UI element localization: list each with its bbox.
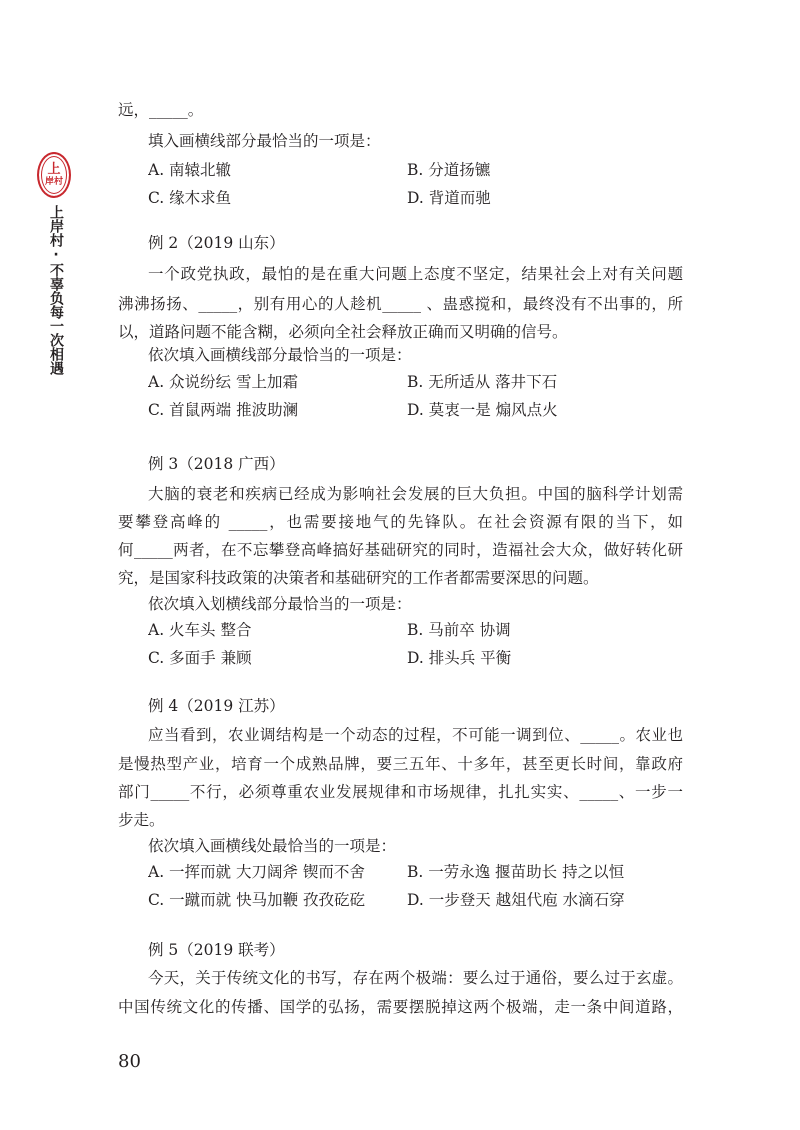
paragraph-line: 步走。 <box>118 811 165 829</box>
paragraph-line: 沸沸扬扬、_____，别有用心的人趁机_____ 、蛊惑搅和，最终没有不出事的，所 <box>118 295 683 313</box>
option-a: A. 南辕北辙 <box>148 161 232 179</box>
question-prompt: 依次填入画横线处最恰当的一项是： <box>148 837 397 855</box>
option-b: B. 分道扬镳 <box>407 161 491 179</box>
option-d: D. 背道而驰 <box>407 189 491 207</box>
sidebar-brand-text: 上岸村·不辜负每一次相遇 <box>48 205 64 375</box>
paragraph-line: 远，_____。 <box>118 101 204 119</box>
option-b: B. 马前卒 协调 <box>407 621 511 639</box>
option-a: A. 火车头 整合 <box>148 621 252 639</box>
example-title: 例 3（2018 广西） <box>148 455 285 473</box>
seal-text-bottom: 岸村 <box>44 176 63 187</box>
paragraph-line: 部门_____不行，必须尊重农业发展规律和市场规律，扎扎实实、_____、一步一 <box>118 783 683 801</box>
paragraph-line: 以，道路问题不能含糊，必须向全社会释放正确而又明确的信号。 <box>118 323 568 341</box>
paragraph-line: 何_____两者，在不忘攀登高峰搞好基础研究的同时，造福社会大众，做好转化研 <box>118 541 683 559</box>
seal-text-top: 上 <box>47 161 61 177</box>
option-c: C. 首鼠两端 推波助澜 <box>148 401 299 419</box>
question-prompt: 依次填入画横线部分最恰当的一项是： <box>148 346 412 364</box>
option-b: B. 无所适从 落井下石 <box>407 373 558 391</box>
question-prompt: 填入画横线部分最恰当的一项是： <box>148 132 381 150</box>
question-prompt: 依次填入划横线部分最恰当的一项是： <box>148 595 412 613</box>
option-d: D. 一步登天 越俎代庖 水滴石穿 <box>407 891 625 909</box>
option-d: D. 排头兵 平衡 <box>407 649 512 667</box>
option-b: B. 一劳永逸 揠苗助长 持之以恒 <box>407 863 625 881</box>
option-c: C. 缘木求鱼 <box>148 189 232 207</box>
seal-logo <box>37 152 71 198</box>
paragraph-line: 大脑的衰老和疾病已经成为影响社会发展的巨大负担。中国的脑科学计划需 <box>148 485 683 503</box>
option-c: C. 一蹴而就 快马加鞭 孜孜矻矻 <box>148 891 366 909</box>
paragraph-line: 应当看到，农业调结构是一个动态的过程，不可能一调到位、_____。农业也 <box>148 726 683 744</box>
paragraph-line: 究，是国家科技政策的决策者和基础研究的工作者都需要深思的问题。 <box>118 569 599 587</box>
paragraph-line: 今天，关于传统文化的书写，存在两个极端：要么过于通俗，要么过于玄虚。 <box>148 969 683 987</box>
paragraph-line: 一个政党执政，最怕的是在重大问题上态度不坚定，结果社会上对有关问题 <box>148 265 683 283</box>
example-title: 例 2（2019 山东） <box>148 234 285 252</box>
example-title: 例 4（2019 江苏） <box>148 697 285 715</box>
paragraph-line: 要攀登高峰的 _____，也需要接地气的先锋队。在社会资源有限的当下，如 <box>118 513 683 531</box>
option-c: C. 多面手 兼顾 <box>148 649 252 667</box>
option-a: A. 众说纷纭 雪上加霜 <box>148 373 298 391</box>
paragraph-line: 是慢热型产业，培育一个成熟品牌，要三五年、十多年，甚至更长时间，靠政府 <box>118 755 683 773</box>
example-title: 例 5（2019 联考） <box>148 941 285 959</box>
paragraph-line: 中国传统文化的传播、国学的弘扬，需要摆脱掉这两个极端，走一条中间道路， <box>118 998 683 1016</box>
option-d: D. 莫衷一是 煽风点火 <box>407 401 558 419</box>
page-number: 80 <box>118 1051 141 1072</box>
option-a: A. 一挥而就 大刀阔斧 锲而不舍 <box>148 863 365 881</box>
